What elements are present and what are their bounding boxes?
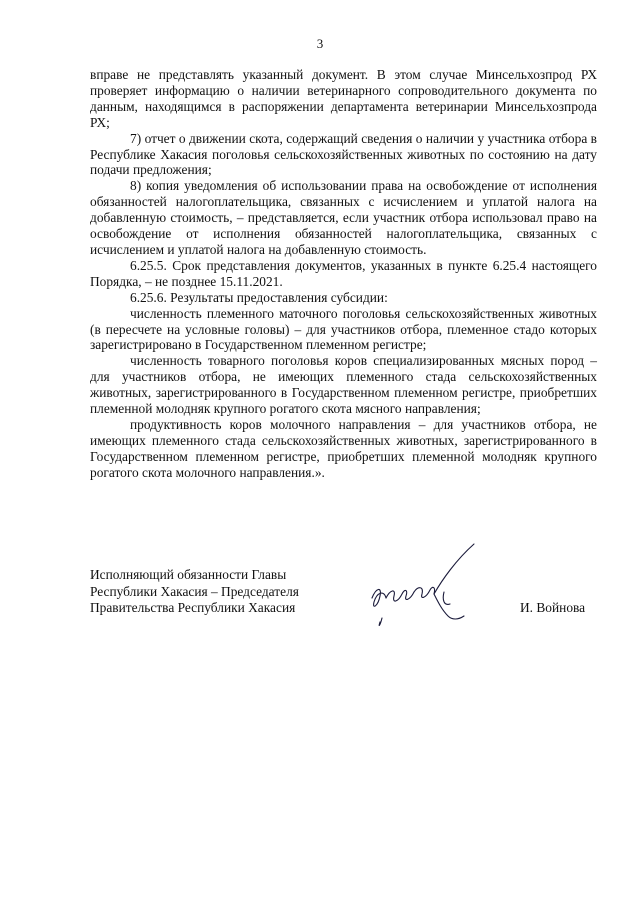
paragraph-result-dairy: продуктивность коров молочного направления – для участников отбора, не имеющих племенного стада сельскохозяйственных животных, зарегистрированного в Государственном племенном регистре, приобретших племенной молодняк крупного рогатого скота молочного направления.». <box>90 416 597 480</box>
paragraph-continuation: вправе не представлять указанный документ. В этом случае Минсельхозпрод РХ проверяет информацию о наличии ветеринарного сопроводительного документа по данным, находящимся в распоряжении департамента ветеринарии Минсельхозпрода РХ; <box>90 67 597 130</box>
paragraph-result-beef: численность товарного поголовья коров специализированных мясных пород – для участников отбора, не имеющих племенного стада сельскохозяйственных животных, зарегистрированного в Государственном племенном регистре, приобретших племенной молодняк крупного рогатого скота мясного направления; <box>90 353 597 417</box>
signatory-title <box>90 567 299 617</box>
paragraph-6-25-5: 6.25.5. Срок представления документов, указанных в пункте 6.25.4 настоящего Порядка, – не позднее 15.11.2021. <box>90 257 597 289</box>
document-body <box>90 67 597 481</box>
page-number: 3 <box>316 36 324 51</box>
signatory-title-line: Республики Хакасия – Председателя <box>90 583 299 599</box>
paragraph-item-7: 7) отчет о движении скота, содержащий сведения о наличии у участника отбора в Республике Хакасия поголовья сельскохозяйственных животных по состоянию на дату подачи предложения; <box>90 130 597 178</box>
signatory-title-line: Исполняющий обязанности Главы <box>90 567 287 582</box>
handwritten-signature-icon <box>368 540 488 630</box>
paragraph-6-25-6: 6.25.6. Результаты предоставления субсидии: <box>130 289 388 305</box>
paragraph-result-breeding: численность племенного маточного поголовья сельскохозяйственных животных (в пересчете на условные головы) – для участников отбора, племенное стадо которых зарегистрировано в Государственном племенном регистре; <box>90 305 597 353</box>
paragraph-item-8: 8) копия уведомления об использовании права на освобождение от исполнения обязанностей налогоплательщика, связанных с исчислением и уплатой налога на добавленную стоимость, – представляется, если участник отбора использовал право на освобождение от исполнения обязанностей налогоплательщика, связанных с исчислением и уплатой налога на добавленную стоимость. <box>90 178 597 257</box>
signer-name: И. Войнова <box>520 600 586 615</box>
signatory-title-line: Правительства Республики Хакасия <box>90 600 296 615</box>
